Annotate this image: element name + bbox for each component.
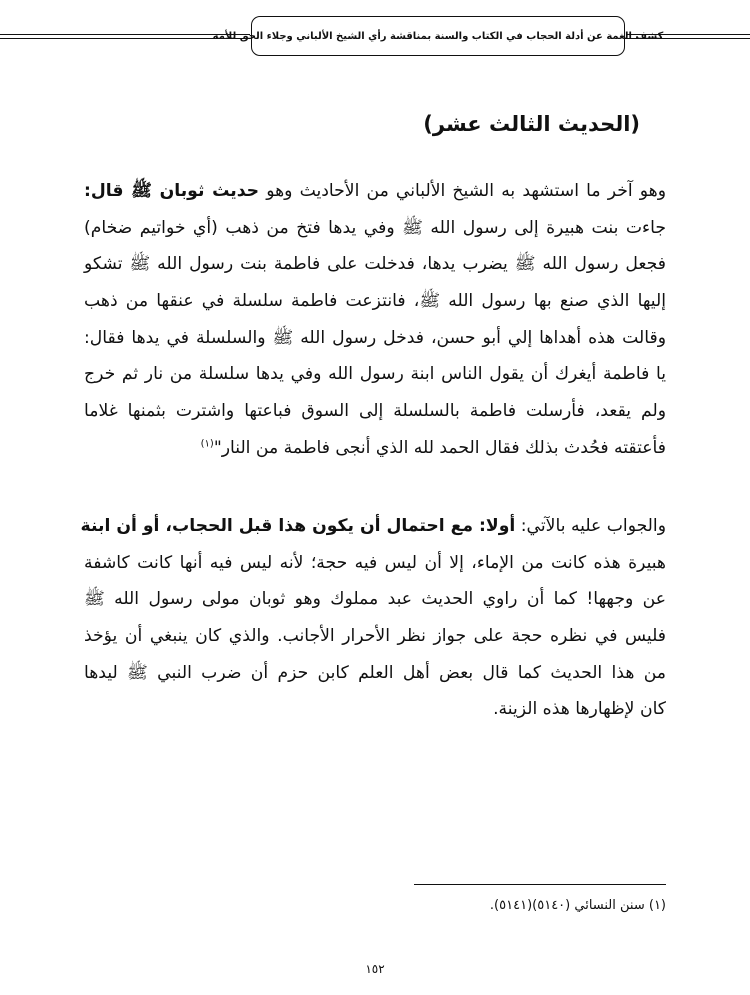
- text-line: كان لإظهارها هذه الزينة.: [493, 699, 666, 720]
- text-line: من هذا الحديث كما قال بعض أهل العلم كابن حزم أن ضرب النبي ﷺ ليدها: [84, 662, 666, 683]
- footnote-ref[interactable]: (١): [200, 438, 214, 450]
- text-line: [84, 430, 666, 467]
- text-line: ولم يقعد، فأرسلت فاطمة بالسلسلة إلى السوق فباعتها واشترت بثمنها غلاما: [84, 401, 666, 422]
- text-line: فليس في نظره حجة على جواز نظر الأحرار الأجانب. والذي كان ينبغي أن يؤخذ: [84, 626, 666, 647]
- text-span: والجواب عليه بالآتي:: [515, 516, 666, 536]
- answer-paragraph: [80, 508, 666, 728]
- header-title: كشف الغمة عن أدلة الحجاب في الكتاب والسنة بمناقشة رأي الشيخ الألباني وجلاء الحق للأمة: [212, 30, 664, 42]
- text-span: وهو آخر ما استشهد به الشيخ الألباني من الأحاديث وهو: [259, 181, 666, 201]
- footnote: (١) سنن النسائي (٥١٤٠)(٥١٤١).: [489, 898, 666, 913]
- text-line: إليها الذي صنع بها رسول الله ﷺ، فانتزعت فاطمة سلسلة في عنقها من ذهب: [84, 291, 666, 312]
- text-line: يا فاطمة أيغرك أن يقول الناس ابنة رسول الله وفي يدها سلسلة من نار ثم خرج: [84, 364, 666, 385]
- text-line: فجعل رسول الله ﷺ يضرب يدها، فدخلت على فاطمة بنت رسول الله ﷺ تشكو: [84, 254, 666, 275]
- bold-text: أولا: مع احتمال أن يكون هذا قبل الحجاب، أو أن ابنة: [80, 516, 516, 536]
- text-line: [80, 508, 666, 545]
- text-span: فأعتقته فحُدث بذلك فقال الحمد لله الذي أنجى فاطمة من النار": [213, 437, 666, 458]
- text-line: وقالت هذه أهداها إلي أبو حسن، فدخل رسول الله ﷺ والسلسلة في يدها فقال:: [84, 327, 666, 348]
- hadith-paragraph: [84, 173, 666, 467]
- text-line: جاءت بنت هبيرة إلى رسول الله ﷺ وفي يدها فتخ من ذهب (أي خواتيم ضخام): [84, 217, 666, 238]
- page-number: ١٥٢: [365, 962, 385, 976]
- text-line: عن وجهها! كما أن راوي الحديث عبد مملوك وهو ثوبان مولى رسول الله ﷺ: [84, 589, 666, 610]
- bold-text: حديث ثوبان ﷺ قال:: [84, 181, 260, 201]
- text-line: [84, 173, 666, 210]
- section-heading: (الحديث الثالث عشر): [423, 112, 640, 136]
- running-header: [212, 16, 664, 56]
- text-line: هبيرة هذه كانت من الإماء، إلا أن ليس فيه حجة؛ لأنه ليس فيه أنها كانت كاشفة: [84, 552, 666, 573]
- footnote-rule: [414, 884, 666, 885]
